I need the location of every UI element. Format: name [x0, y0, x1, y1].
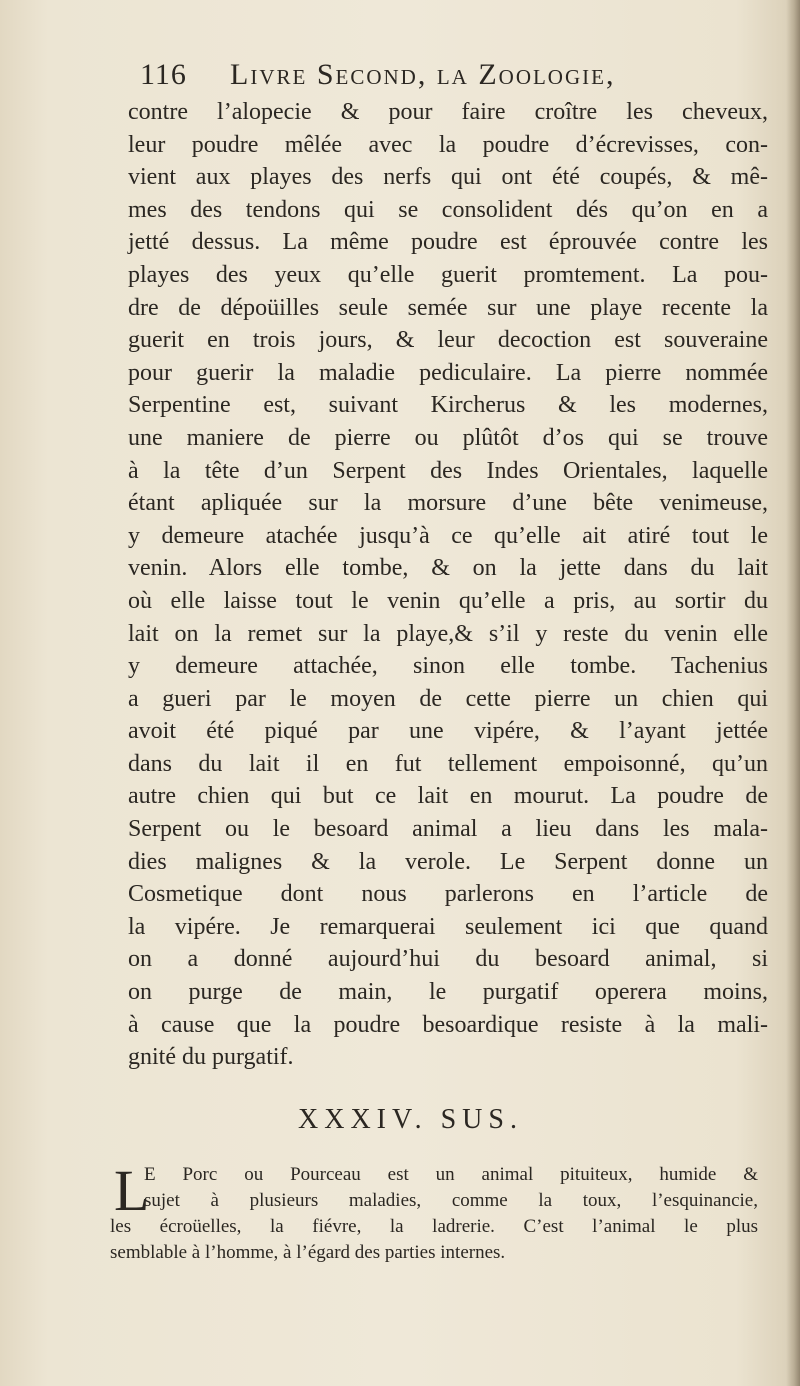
page-number: 116 [140, 58, 187, 91]
page-header [140, 58, 780, 98]
text-line: dre de dépoüilles seule semée sur une playe recente la [128, 294, 768, 321]
text-line: y demeure attachée, sinon elle tombe. Tachenius [128, 653, 768, 680]
text-line: semblable à l’homme, à l’égard des parties internes. [110, 1242, 506, 1263]
text-line: on purge de main, le purgatif operera moins, [128, 979, 768, 1006]
drop-cap: L [114, 1158, 150, 1223]
text-line: autre chien qui but ce lait en mourut. La poudre de [128, 783, 768, 810]
text-line: leur poudre mêlée avec la poudre d’écrevisses, con- [128, 131, 768, 158]
text-line: à cause que la poudre besoardique resiste à la mali- [128, 1011, 768, 1038]
text-line: les écroüelles, la fiévre, la ladrerie. C’est l’animal le plus [110, 1216, 758, 1237]
text-line: pour guerir la maladie pediculaire. La pierre nommée [128, 359, 768, 386]
text-line: gnité du purgatif. [128, 1044, 294, 1071]
text-line: mes des tendons qui se consolident dés qu’on en a [128, 196, 768, 223]
text-line: jetté dessus. La même poudre est éprouvée contre les [128, 229, 768, 256]
text-line: venin. Alors elle tombe, & on la jette dans du lait [128, 555, 768, 582]
text-line: dies malignes & la verole. Le Serpent donne un [128, 848, 768, 875]
body-text [128, 96, 768, 1074]
text-line: Serpentine est, suivant Kircherus & les modernes, [128, 392, 768, 419]
text-line: a gueri par le moyen de cette pierre un chien qui [128, 685, 768, 712]
text-line: Serpent ou le besoard animal a lieu dans les mala- [128, 816, 768, 843]
text-line: contre l’alopecie & pour faire croître les cheveux, [128, 99, 768, 125]
section-heading: XXXIV. SUS. [298, 1104, 523, 1135]
running-head: Livre Second, la Zoologie, [230, 58, 616, 91]
text-line: playes des yeux qu’elle guerit promtement. La pou- [128, 261, 768, 288]
paragraph-sus [110, 1158, 758, 1266]
text-line: où elle laisse tout le venin qu’elle a pris, au sortir du [128, 587, 768, 614]
page-edge-shadow [786, 0, 800, 1386]
text-line: vient aux playes des nerfs qui ont été coupés, & mê- [128, 164, 768, 191]
text-line: avoit été piqué par une vipére, & l’ayant jettée [128, 718, 768, 745]
text-line: sujet à plusieurs maladies, comme la toux, l’esquinancie, [144, 1190, 758, 1211]
text-line: étant apliquée sur la morsure d’une bête venimeuse, [128, 490, 768, 517]
text-line: la vipére. Je remarquerai seulement ici que quand [128, 913, 768, 940]
text-line: E Porc ou Pourceau est un animal pituiteux, humide & [144, 1164, 758, 1185]
text-line: Cosmetique dont nous parlerons en l’article de [128, 881, 768, 908]
text-line: lait on la remet sur la playe,& s’il y reste du venin elle [128, 620, 768, 647]
text-line: à la tête d’un Serpent des Indes Orientales, laquelle [128, 457, 768, 484]
text-line: y demeure atachée jusqu’à ce qu’elle ait atiré tout le [128, 522, 768, 549]
text-line: guerit en trois jours, & leur decoction est souveraine [128, 327, 768, 354]
text-line: dans du lait il en fut tellement empoisonné, qu’un [128, 750, 768, 777]
text-line: une maniere de pierre ou plûtôt d’os qui se trouve [128, 424, 768, 451]
text-line: on a donné aujourd’hui du besoard animal, si [128, 946, 768, 973]
